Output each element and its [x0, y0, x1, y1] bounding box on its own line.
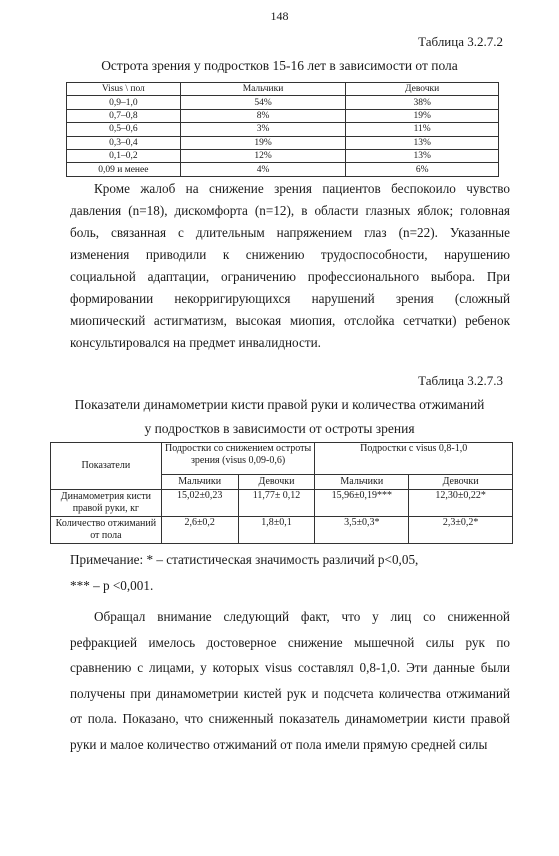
body-paragraph	[70, 604, 510, 757]
table-cell: 0,1–0,2	[67, 149, 181, 162]
column-header: Visus \ пол	[67, 83, 181, 96]
row-label: Количество отжиманий от пола	[51, 517, 162, 544]
table-cell: 1,8±0,1	[238, 517, 315, 544]
table1-caption: Острота зрения у подростков 15-16 лет в зависимости от пола	[101, 58, 458, 73]
table-cell: 2,3±0,2*	[409, 517, 513, 544]
table-cell: 8%	[180, 109, 346, 122]
table-row	[51, 490, 513, 517]
page-number: 148	[270, 9, 289, 23]
table-cell: 0,5–0,6	[67, 123, 181, 136]
paragraph-text: Обращал внимание следующий факт, что у лиц со сниженной рефракцией имелось достоверное снижение мышечной силы рук по сравнению с лицами, у которых visus составлял 0,8-1,0. Эти данные были получены при динамометрии кистей рук и подсчета количества отжиманий от пола. Показано, что сниженный показатель динамометрии кисти правой руки и малое количество отжиманий от пола имели прямую средней силы	[70, 609, 510, 752]
table1-id: Таблица 3.2.7.2	[418, 34, 503, 49]
column-header: Девочки	[409, 475, 513, 490]
column-header: Девочки	[238, 475, 315, 490]
table-row	[67, 123, 499, 136]
column-header: Девочки	[346, 83, 499, 96]
table-cell: 11,77± 0,12	[238, 490, 315, 517]
group-header-normal-acuity: Подростки с visus 0,8-1,0	[315, 443, 513, 475]
paragraph-text: Кроме жалоб на снижение зрения пациентов беспокоило чувство давления (n=18), дискомфорта (n=12), в области глазных яблок; головная боль, связанная с длительным напряжением глаз (n=22). Указанные изменения приводили к снижению трудоспособности, нарушению социальной адаптации, ограничению профессионального выбора. При формировании некорригирующихся нарушений зрения (сложный миопический астигматизм, высокая миопия, отслойка сетчатки) ребенок консультировался на предмет инвалидности.	[70, 181, 510, 350]
table2-caption-line2: у подростков в зависимости от остроты зрения	[144, 421, 415, 436]
group-header-reduced-acuity: Подростки со снижением остроты зрения (visus 0,09-0,6)	[161, 443, 315, 475]
table-row	[67, 163, 499, 176]
table-cell: 54%	[180, 96, 346, 109]
table-cell: 2,6±0,2	[161, 517, 238, 544]
body-paragraph	[70, 178, 510, 354]
table-note-line2: *** – p <0,001.	[70, 578, 154, 593]
table2-caption-line1: Показатели динамометрии кисти правой руки и количества отжиманий	[74, 397, 485, 412]
table-cell: 0,7–0,8	[67, 109, 181, 122]
table-cell: 3%	[180, 123, 346, 136]
table-cell: 38%	[346, 96, 499, 109]
table-cell: 19%	[180, 136, 346, 149]
table-cell: 0,09 и менее	[67, 163, 181, 176]
column-header: Мальчики	[180, 83, 346, 96]
table-cell: 11%	[346, 123, 499, 136]
table-cell: 19%	[346, 109, 499, 122]
table-header-row	[51, 443, 513, 475]
table-cell: 0,3–0,4	[67, 136, 181, 149]
table-cell: 15,02±0,23	[161, 490, 238, 517]
table-header-row	[67, 83, 499, 96]
table-row	[67, 96, 499, 109]
column-header: Мальчики	[161, 475, 238, 490]
table-row	[51, 517, 513, 544]
table-cell: 15,96±0,19***	[315, 490, 409, 517]
row-label: Динамометрия кисти правой руки, кг	[51, 490, 162, 517]
table-cell: 4%	[180, 163, 346, 176]
table-cell: 0,9–1,0	[67, 96, 181, 109]
table-row	[67, 109, 499, 122]
table2-id: Таблица 3.2.7.3	[418, 373, 503, 388]
table-cell: 13%	[346, 136, 499, 149]
dynamometry-table	[50, 442, 513, 544]
table-cell: 12,30±0,22*	[409, 490, 513, 517]
table-cell: 3,5±0,3*	[315, 517, 409, 544]
column-header: Мальчики	[315, 475, 409, 490]
table-row	[67, 136, 499, 149]
table-note-line1: Примечание: * – статистическая значимость различий p<0,05,	[70, 552, 419, 567]
indicator-header: Показатели	[51, 443, 162, 490]
table-cell: 12%	[180, 149, 346, 162]
table-cell: 13%	[346, 149, 499, 162]
table-row	[67, 149, 499, 162]
visual-acuity-table	[66, 82, 499, 177]
table-cell: 6%	[346, 163, 499, 176]
